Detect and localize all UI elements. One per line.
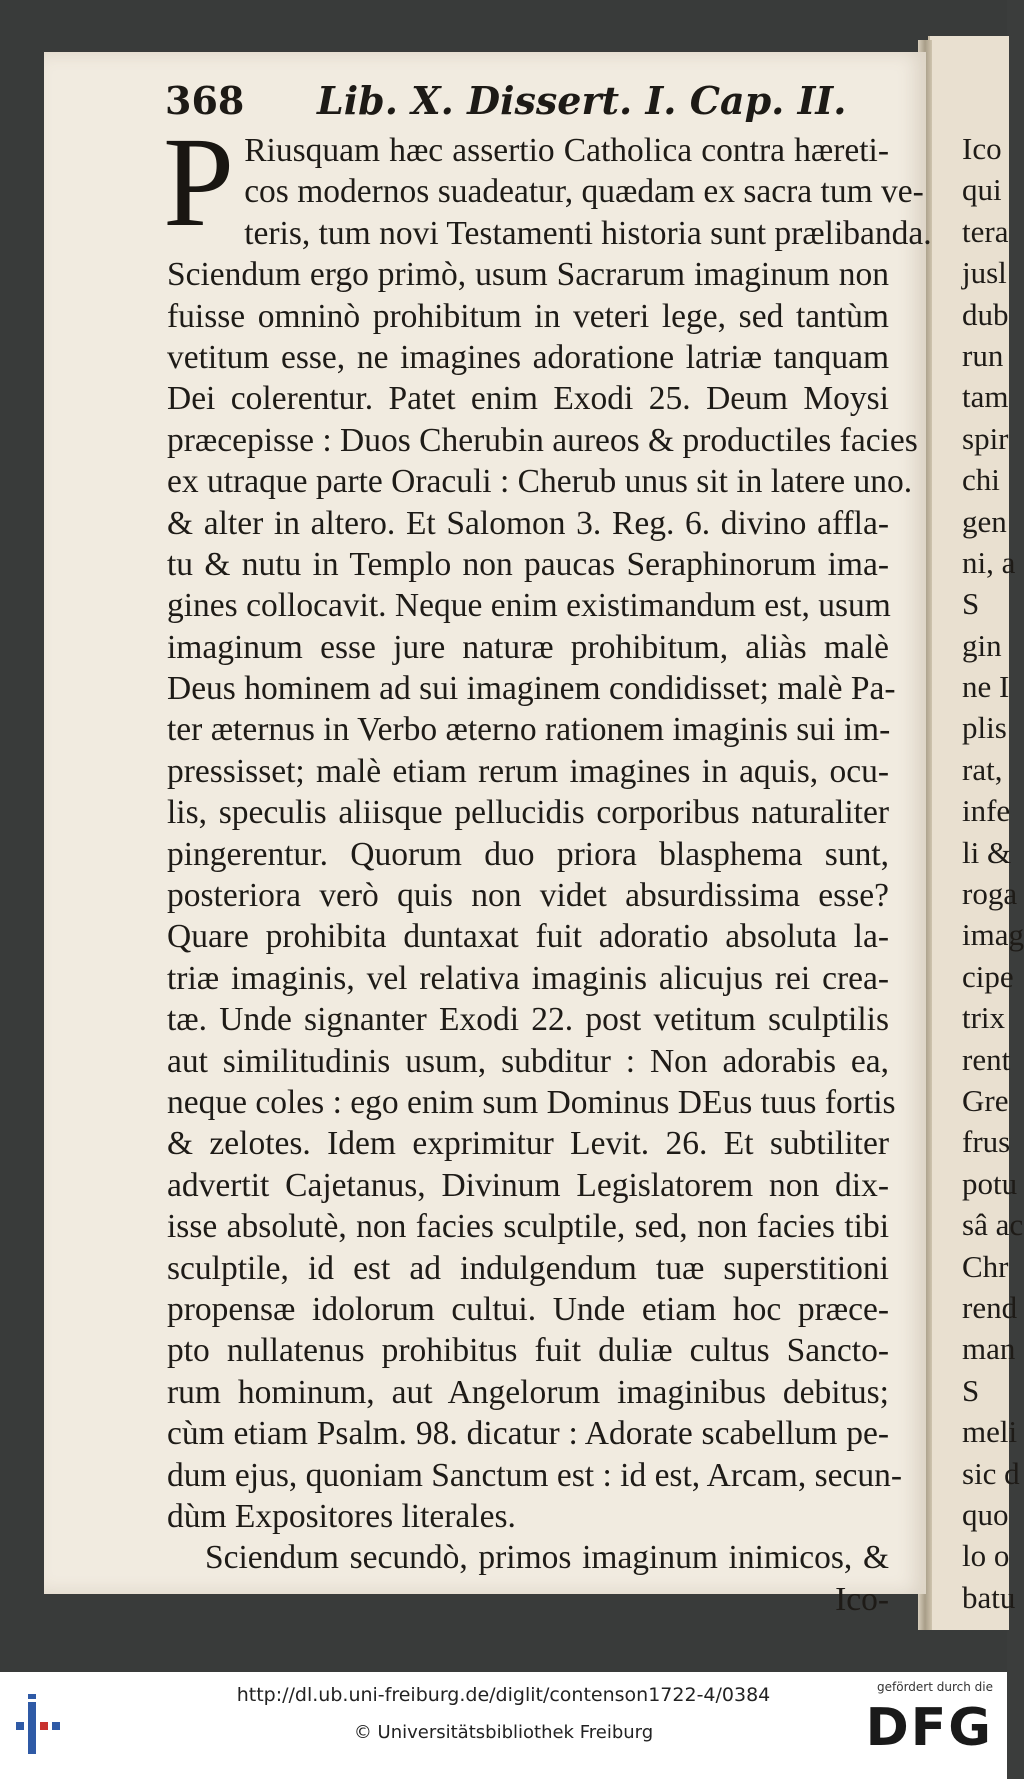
facing-fragment: rend (962, 1289, 1018, 1325)
text-line: triæ imaginis, vel relativa imaginis alicujus rei crea- (167, 959, 889, 997)
running-title: Lib. X. Dissert. I. Cap. II. (317, 78, 847, 123)
text-line: Deus hominem ad sui imaginem condidisset; malè Pa- (167, 670, 896, 708)
text-line: & zelotes. Idem exprimitur Levit. 26. Et subtiliter (167, 1125, 889, 1163)
text-line: & alter in altero. Et Salomon 3. Reg. 6. divino affla- (167, 504, 889, 542)
text-line: dùm Expositores literales. (167, 1497, 516, 1535)
facing-fragment: rat, (962, 751, 1003, 787)
facing-fragment: roga (962, 876, 1018, 912)
facing-fragment: qui (962, 172, 1002, 208)
text-line: tu & nutu in Templo non paucas Seraphinorum ima- (167, 545, 889, 583)
facing-fragment: meli (962, 1414, 1018, 1450)
facing-fragment: chi (962, 462, 1000, 498)
facing-fragment: ni, a (962, 544, 1016, 580)
dfg-tagline: gefördert durch die (877, 1680, 993, 1694)
text-line: propensæ idolorum cultui. Unde etiam hoc præce- (167, 1290, 889, 1328)
text-line: præcepisse : Duos Cherubin aureos & productiles facies (167, 421, 918, 459)
text-line: Dei colerentur. Patet enim Exodi 25. Deum Moysi (167, 380, 889, 418)
facing-fragment: sic d (962, 1455, 1020, 1491)
permalink[interactable]: http://dl.ub.uni-freiburg.de/diglit/contenson1722-4/0384 (236, 1684, 771, 1706)
facing-fragment: batu (962, 1579, 1016, 1615)
text-line: fuisse omninò prohibitum in veteri lege, sed tantùm (167, 297, 889, 335)
facing-fragment: dub (962, 296, 1009, 332)
facing-fragment: Gre (962, 1082, 1009, 1118)
text-line: aut similitudinis usum, subditur : Non adorabis ea, (167, 1042, 889, 1080)
text-line: pressisset; malè etiam rerum imagines in aquis, ocu- (167, 752, 889, 790)
drop-cap: P (163, 111, 235, 253)
text-line: pto nullatenus prohibitus fuit duliæ cultus Sancto- (167, 1332, 889, 1370)
text-line: vetitum esse, ne imagines adoratione latriæ tanquam (167, 338, 889, 376)
text-line: isse absolutè, non facies sculptile, sed, non facies tibi (167, 1208, 889, 1246)
facing-fragment: potu (962, 1165, 1018, 1201)
facing-fragment: ne I (962, 669, 1010, 705)
text-line: Quare prohibita duntaxat fuit adoratio absoluta la- (167, 918, 889, 956)
facing-fragment: spir (962, 420, 1009, 456)
facing-fragment: S (962, 586, 980, 622)
text-line: Riusquam hæc assertio Catholica contra hæreti- (244, 132, 889, 169)
text-line: dum ejus, quoniam Sanctum est : id est, Arcam, secun- (167, 1456, 903, 1494)
facing-fragment: plis (962, 710, 1007, 746)
copyright-credit: © Universitätsbibliothek Freiburg (353, 1722, 654, 1743)
facing-fragment: cipe (962, 958, 1014, 994)
text-line: gines collocavit. Neque enim existimandum est, usum (167, 587, 891, 625)
text-line: rum hominum, aut Angelorum imaginibus debitus; (167, 1373, 889, 1411)
facing-fragment: Ico (962, 131, 1002, 166)
text-line: cos modernos suadeatur, quædam ex sacra tum ve- (244, 173, 924, 211)
facing-page-text (962, 128, 1024, 1618)
text-line: tæ. Unde signanter Exodi 22. post vetitum sculptilis (167, 1001, 889, 1039)
running-head (165, 78, 885, 132)
text-line: advertit Cajetanus, Divinum Legislatorem non dix- (167, 1166, 889, 1204)
page-body (163, 111, 932, 1620)
facing-fragment: run (962, 337, 1004, 373)
text-line: ter æternus in Verbo æterno rationem imaginis sui im- (167, 711, 891, 749)
text-line: imaginum esse jure naturæ prohibitum, aliàs malè (167, 628, 889, 666)
facing-fragment: jusl (962, 255, 1007, 291)
facing-fragment: quo (962, 1496, 1009, 1532)
facing-fragment: gin (962, 627, 1002, 663)
text-line: ex utraque parte Oraculi : Cherub unus sit in latere uno. (167, 463, 913, 501)
facing-fragment: lo o (962, 1538, 1010, 1574)
text-line: neque coles : ego enim sum Dominus DEus tuus fortis (167, 1083, 896, 1121)
facing-fragment: trix (962, 1000, 1006, 1036)
facing-fragment: man (962, 1331, 1016, 1367)
facing-fragment: S (962, 1372, 980, 1408)
text-line: teris, tum novi Testamenti historia sunt prælibanda. (244, 214, 932, 252)
facing-fragment: gen (962, 503, 1007, 539)
facing-fragment: sâ ac (962, 1207, 1024, 1243)
facing-fragment: rent (962, 1041, 1011, 1077)
facing-fragment: imag (962, 917, 1024, 953)
catchword: Ico- (835, 1580, 889, 1618)
facing-fragment: li & (962, 834, 1012, 870)
facing-fragment: Chr (962, 1248, 1009, 1284)
page-number: 368 (165, 78, 245, 123)
text-line: cùm etiam Psalm. 98. dicatur : Adorate scabellum pe- (167, 1415, 889, 1453)
facing-fragment: infe (962, 793, 1011, 829)
text-line: posteriora verò quis non videt absurdissima esse? (167, 877, 889, 915)
viewer-footer (0, 1672, 1007, 1779)
text-line: Sciendum secundò, primos imaginum inimicos, & (205, 1539, 889, 1577)
facing-fragment: tam (962, 379, 1009, 415)
text-line: pingerentur. Quorum duo priora blasphema sunt, (167, 835, 889, 873)
dfg-logo[interactable]: DFG (865, 1698, 993, 1758)
text-line: Sciendum ergo primò, usum Sacrarum imaginum non (167, 256, 889, 294)
facing-fragment: tera (962, 213, 1009, 249)
facing-fragment: frus (962, 1124, 1011, 1160)
text-line: lis, speculis aliisque pellucidis corporibus naturaliter (167, 794, 889, 832)
text-line: sculptile, id est ad indulgendum tuæ superstitioni (167, 1249, 889, 1287)
